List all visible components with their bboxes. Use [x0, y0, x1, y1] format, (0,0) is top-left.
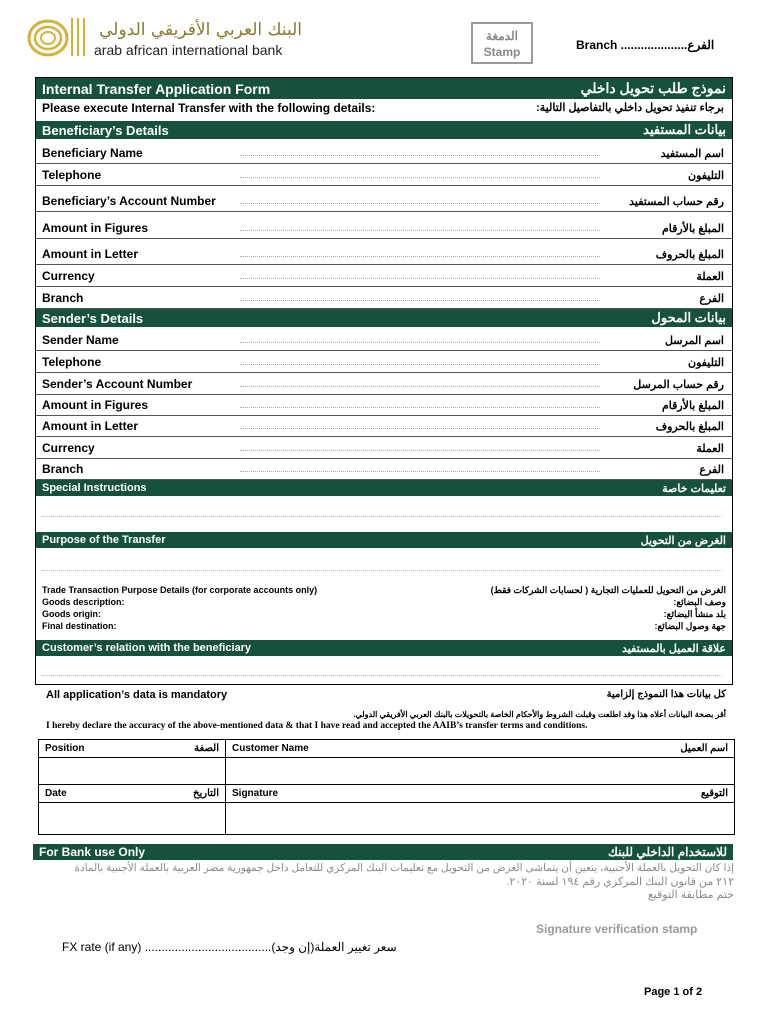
sender-row	[36, 416, 732, 437]
sender-row-label-en: Sender’s Account Number	[42, 377, 193, 391]
beneficiary-row	[36, 139, 732, 164]
purpose-header-en: Purpose of the Transfer	[42, 534, 166, 546]
intro-en: Please execute Internal Transfer with the following details:	[42, 101, 376, 115]
signature-table	[38, 739, 735, 835]
sender-row-input[interactable]	[240, 428, 600, 429]
bank-logo-icon	[26, 14, 92, 60]
stamp-label-ar: الدمغة	[486, 29, 518, 43]
sender-row-label-ar: العملة	[696, 443, 724, 455]
sender-header-en: Sender’s Details	[42, 310, 144, 326]
fx-rate-field[interactable]: FX rate (if any) ......................................(إن وجد)سعر تغيير العملة	[62, 940, 397, 954]
sender-row-label-ar: التليفون	[687, 357, 724, 369]
trade-purpose-en: Trade Transaction Purpose Details (for corporate accounts only)	[42, 585, 318, 595]
beneficiary-row-label-ar: المبلغ بالحروف	[655, 249, 724, 261]
beneficiary-header-ar: بيانات المستفيد	[643, 122, 726, 137]
beneficiary-row-label-en: Amount in Figures	[42, 221, 148, 235]
sender-row-label-en: Branch	[42, 462, 84, 476]
form-title-bar	[36, 78, 732, 99]
sender-row	[36, 395, 732, 416]
stamp-label-en: Stamp	[483, 45, 521, 59]
sender-row-input[interactable]	[240, 471, 600, 472]
goods-origin-en[interactable]: Goods origin:	[42, 609, 101, 619]
signature-label-ar: التوقيع	[700, 788, 728, 799]
goods-description-en[interactable]: Goods description:	[42, 597, 125, 607]
sender-row	[36, 327, 732, 351]
sender-row	[36, 459, 732, 480]
form-intro	[36, 99, 732, 121]
date-input[interactable]	[39, 803, 226, 835]
beneficiary-row-input[interactable]	[240, 300, 600, 301]
beneficiary-row	[36, 164, 732, 186]
sender-row-label-en: Amount in Figures	[42, 398, 148, 412]
form-title-en: Internal Transfer Application Form	[42, 80, 271, 97]
purpose-header-ar: الغرض من التحويل	[640, 534, 726, 547]
purpose-field[interactable]	[42, 570, 722, 571]
bank-note-line2: ٢١٢ من قانون البنك المركزي رقم ١٩٤ لسنة ٢٠٢٠.	[506, 876, 734, 888]
beneficiary-row-label-en: Branch	[42, 291, 84, 305]
beneficiary-row-input[interactable]	[240, 203, 600, 204]
customer-name-input[interactable]	[226, 758, 735, 785]
bank-note-line1: إذا كان التحويل بالعملة الأجنبية، يتعين أن يتماشى الغرض من التحويل مع تعليمات البنك المركزي للتعامل داخل جمهورية مصر العربية بالعملة الأجنبية بالمادة	[74, 862, 734, 874]
goods-description-ar: وصف البضائع:	[673, 597, 726, 607]
signature-verification-stamp: Signature verification stamp	[536, 922, 698, 936]
beneficiary-header	[36, 121, 732, 139]
beneficiary-row-input[interactable]	[240, 278, 600, 279]
beneficiary-row-label-en: Amount in Letter	[42, 247, 138, 261]
date-label-en: Date	[45, 788, 67, 799]
beneficiary-header-en: Beneficiary’s Details	[42, 122, 169, 138]
special-instructions-field[interactable]	[42, 516, 722, 517]
sender-row-label-ar: اسم المرسل	[664, 335, 724, 347]
bank-use-header-ar: للاستخدام الداخلي للبنك	[608, 845, 727, 859]
sender-row	[36, 373, 732, 395]
beneficiary-row	[36, 239, 732, 265]
beneficiary-row-label-ar: اسم المستفيد	[660, 148, 724, 160]
special-header-en: Special Instructions	[42, 482, 147, 494]
beneficiary-row-label-ar: العملة	[696, 271, 724, 283]
date-label-ar: التاريخ	[193, 788, 219, 799]
special-instructions-header	[36, 480, 732, 496]
sender-row-label-ar: رقم حساب المرسل	[633, 379, 724, 391]
sender-row-label-en: Sender Name	[42, 333, 119, 347]
relation-field[interactable]	[42, 675, 722, 676]
signature-input[interactable]	[226, 803, 735, 835]
sender-header-ar: بيانات المحول	[651, 310, 726, 325]
sender-row-label-en: Telephone	[42, 355, 102, 369]
beneficiary-row-label-en: Telephone	[42, 168, 102, 182]
declaration-en: I hereby declare the accuracy of the above-mentioned data & that I have read and accepted the AAIB’s transfer terms and conditions.	[46, 721, 588, 731]
sender-row	[36, 351, 732, 373]
form-title-ar: نموذج طلب تحويل داخلي	[580, 80, 726, 96]
beneficiary-row-label-en: Beneficiary’s Account Number	[42, 194, 216, 208]
beneficiary-row-input[interactable]	[240, 230, 600, 231]
beneficiary-row-input[interactable]	[240, 177, 600, 178]
special-header-ar: تعليمات خاصة	[662, 482, 726, 495]
beneficiary-row	[36, 186, 732, 212]
sender-row-label-ar: الفرع	[699, 464, 724, 476]
beneficiary-row	[36, 212, 732, 239]
bank-note-line3: ختم مطابقة التوقيع	[647, 889, 734, 901]
declaration-ar: أقر بصحة البيانات أعلاه هذا وقد اطلعت وقبلت الشروط والأحكام الخاصة بالتحويلات بالبنك العربي الأفريقي الدولي.	[353, 710, 726, 719]
mandatory-note-en: All application’s data is mandatory	[46, 689, 228, 701]
sender-row-label-ar: المبلغ بالحروف	[655, 421, 724, 433]
relation-header	[36, 640, 732, 656]
beneficiary-row-label-en: Currency	[42, 269, 95, 283]
position-input[interactable]	[39, 758, 226, 785]
mandatory-note-ar: كل بيانات هذا النموذج إلزامية	[606, 689, 726, 700]
page-number: Page 1 of 2	[644, 986, 703, 998]
customer-name-label-ar: اسم العميل	[680, 743, 728, 754]
bank-use-header-en: For Bank use Only	[39, 845, 146, 859]
purpose-header	[36, 532, 732, 548]
sender-row-input[interactable]	[240, 450, 600, 451]
sender-row	[36, 437, 732, 459]
relation-header-en: Customer’s relation with the beneficiary	[42, 642, 252, 654]
sender-row-label-en: Currency	[42, 441, 95, 455]
bank-name-arabic: البنك العربي الأفريقي الدولي	[99, 20, 302, 40]
beneficiary-row-input[interactable]	[240, 155, 600, 156]
trade-purpose-ar: الغرض من التحويل للعمليات التجارية ( لحسابات الشركات فقط)	[490, 585, 726, 595]
final-destination-ar: جهة وصول البضائع:	[654, 621, 726, 631]
relation-header-ar: علاقة العميل بالمستفيد	[621, 642, 726, 655]
sender-row-label-ar: المبلغ بالأرقام	[661, 400, 724, 412]
intro-ar: برجاء تنفيذ تحويل داخلي بالتفاصيل التالية:	[536, 102, 724, 114]
sender-header	[36, 309, 732, 327]
signature-label-en: Signature	[232, 788, 279, 799]
beneficiary-row-label-ar: المبلغ بالأرقام	[661, 223, 724, 235]
beneficiary-row-label-ar: التليفون	[687, 170, 724, 182]
sender-row-input[interactable]	[240, 342, 600, 343]
sender-row-label-en: Amount in Letter	[42, 419, 138, 433]
sender-row-input[interactable]	[240, 386, 600, 387]
customer-name-label-en: Customer Name	[232, 743, 309, 754]
position-label-ar: الصفة	[194, 743, 219, 754]
goods-origin-ar: بلد منشأ البضائع:	[663, 609, 726, 619]
sender-row-input[interactable]	[240, 364, 600, 365]
final-destination-en[interactable]: Final destination:	[42, 621, 117, 631]
beneficiary-row-input[interactable]	[240, 256, 600, 257]
beneficiary-row-label-ar: الفرع	[699, 293, 724, 305]
branch-field-top[interactable]: Branch ....................الفرع	[576, 38, 715, 52]
stamp-box	[471, 22, 533, 64]
sender-row-input[interactable]	[240, 407, 600, 408]
beneficiary-row	[36, 265, 732, 287]
bank-use-header	[33, 844, 733, 860]
beneficiary-row-label-en: Beneficiary Name	[42, 146, 143, 160]
beneficiary-row	[36, 287, 732, 309]
bank-name-english: arab african international bank	[94, 42, 283, 58]
position-label-en: Position	[45, 743, 85, 754]
beneficiary-row-label-ar: رقم حساب المستفيد	[629, 196, 724, 208]
